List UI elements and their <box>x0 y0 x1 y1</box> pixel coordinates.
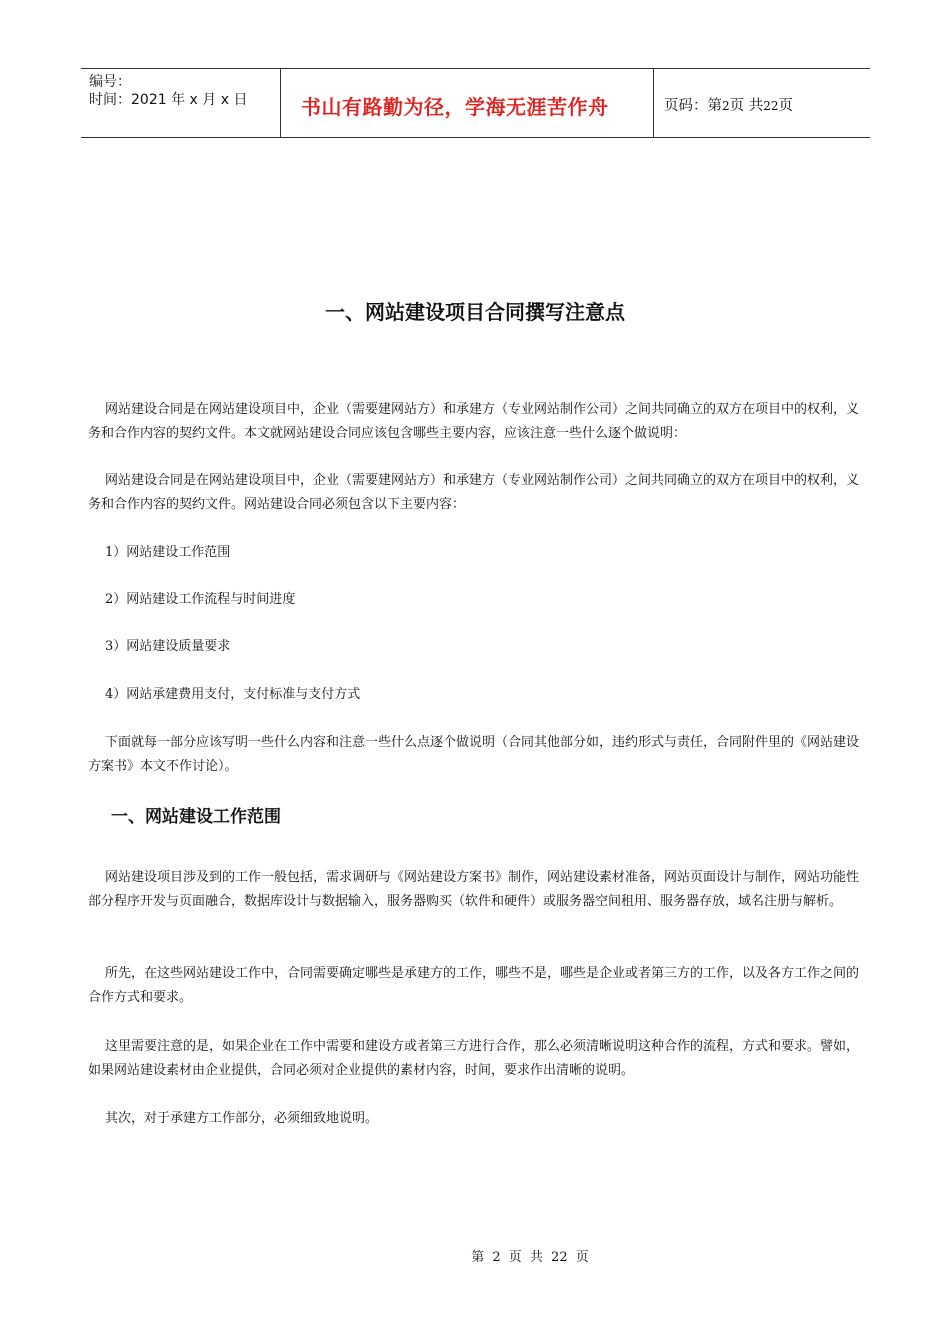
list-item: 3）网站建设质量要求 <box>105 639 231 654</box>
number-label: 编号： <box>89 74 131 90</box>
header-table <box>81 68 870 138</box>
page-footer: 第 2 页 共 22 页 <box>471 1250 589 1265</box>
section-paragraph: 所先，在这些网站建设工作中，合同需要确定哪些是承建方的工作，哪些不是，哪些是企业或者第三方的工作，以及各方工作之间的合作方式和要求。 <box>88 966 860 1005</box>
page-prefix: 页码：第 <box>664 98 722 114</box>
page-total: 22 <box>763 99 779 113</box>
section-paragraph: 网站建设项目涉及到的工作一般包括，需求调研与《网站建设方案书》制作，网站建设素材准备，网站页面设计与制作，网站功能性部分程序开发与页面融合，数据库设计与数据输入，服务器购买（软件和硬件）或服务器空间租用、服务器存放，域名注册与解析。 <box>88 870 860 909</box>
document-title: 一、网站建设项目合同撰写注意点 <box>325 300 625 324</box>
header-page-cell <box>654 69 870 137</box>
page-current: 2 <box>722 99 730 113</box>
motto: 书山有路勤为径，学海无涯苦作舟 <box>301 95 609 119</box>
explanation-paragraph: 下面就每一部分应该写明一些什么内容和注意一些什么点逐个做说明（合同其他部分如，违约形式与责任，合同附件里的《网站建设方案书》本文不作讨论）。 <box>88 735 860 774</box>
page-indicator <box>664 94 793 115</box>
list-item: 2）网站建设工作流程与时间进度 <box>105 592 296 607</box>
time-label: 时间：2021 年 x 月 x 日 <box>89 92 248 108</box>
contract-content-paragraph: 网站建设合同是在网站建设项目中，企业（需要建网站方）和承建方（专业网站制作公司）之间共同确立的双方在项目中的权利，义务和合作内容的契约文件。网站建设合同必须包含以下主要内容： <box>88 473 860 512</box>
page-suffix: 页 <box>778 98 794 114</box>
header-info-cell <box>81 69 281 137</box>
section-paragraph: 其次，对于承建方工作部分，必须细致地说明。 <box>105 1111 379 1126</box>
list-item: 1）网站建设工作范围 <box>105 545 231 560</box>
section-paragraph: 这里需要注意的是，如果企业在工作中需要和建设方或者第三方进行合作，那么必须清晰说明这种合作的流程，方式和要求。譬如，如果网站建设素材由企业提供，合同必须对企业提供的素材内容，时间，要求作出清晰的说明。 <box>88 1039 860 1078</box>
header-motto-cell <box>281 69 654 137</box>
page-middle: 页 共 <box>729 98 764 114</box>
intro-paragraph: 网站建设合同是在网站建设项目中，企业（需要建网站方）和承建方（专业网站制作公司）之间共同确立的双方在项目中的权利，义务和合作内容的契约文件。本文就网站建设合同应该包含哪些主要内容，应该注意一些什么逐个做说明： <box>88 402 860 441</box>
section-heading: 一、网站建设工作范围 <box>111 807 281 827</box>
list-item: 4）网站承建费用支付，支付标准与支付方式 <box>105 687 361 702</box>
